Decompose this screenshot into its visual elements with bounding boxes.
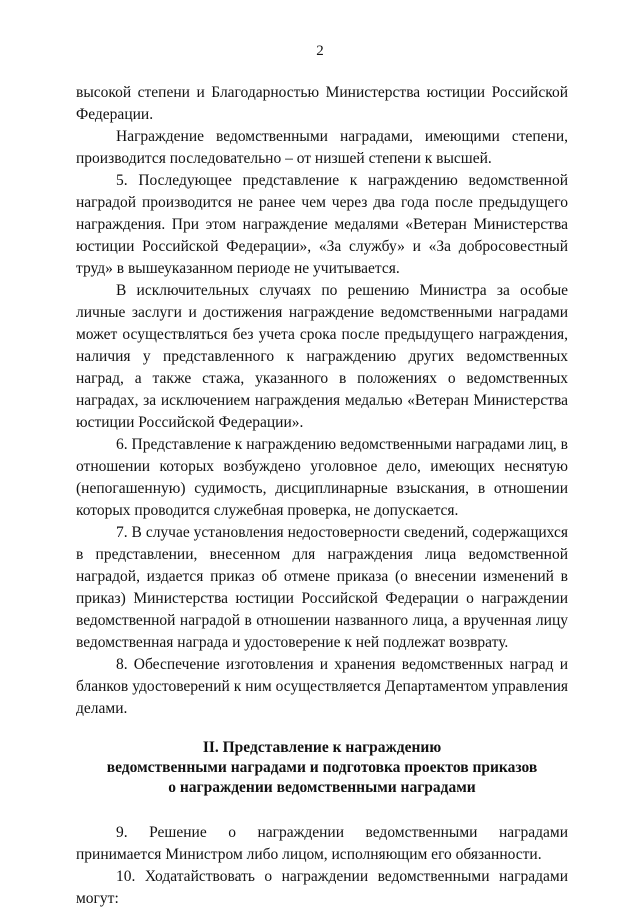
paragraph-item-7: 7. В случае установления недостоверности сведений, содержащихся в представлении, внесенном для награждения лица ведомственной наградой, издается приказ об отмене приказа (о внесении изменений в приказ) Министерства юстиции Российской Федерации о награждении ведомственной наградой в отношении названного лица, а врученная лицу ведомственная награда и удостоверение к ней подлежат возврату. [76, 524, 568, 651]
page-number: 2 [316, 43, 324, 59]
paragraph-item-9: 9. Решение о награждении ведомственными наградами принимается Министром либо лицом, исполняющим его обязанности. [76, 824, 568, 863]
document-body [76, 82, 568, 910]
section-heading-line: ведомственными наградами и подготовка проектов приказов [106, 759, 538, 776]
paragraph-item-8: 8. Обеспечение изготовления и хранения ведомственных наград и бланков удостоверений к ним осуществляется Департаментом управления делами. [76, 656, 568, 717]
paragraph: Награждение ведомственными наградами, имеющими степени, производится последовательно – от низшей степени к высшей. [76, 128, 568, 167]
section-heading [76, 738, 568, 798]
section-heading-line: о награждении ведомственными наградами [168, 779, 476, 796]
paragraph: В исключительных случаях по решению Министра за особые личные заслуги и достижения награждение ведомственными наградами может осуществляться без учета срока после предыдущего награждения, наличия у представленного к награждению других ведомственных наград, а также стажа, указанного в положениях о ведомственных наградах, за исключением награждения медалью «Ветеран Министерства юстиции Российской Федерации». [76, 282, 568, 431]
paragraph-item-6: 6. Представление к награждению ведомственными наградами лиц, в отношении которых возбуждено уголовное дело, имеющих неснятую (непогашенную) судимость, дисциплинарные взыскания, в отношении которых проводится служебная проверка, не допускается. [76, 436, 568, 519]
paragraph-item-5: 5. Последующее представление к награждению ведомственной наградой производится не ранее чем через два года после предыдущего награждения. При этом награждение медалями «Ветеран Министерства юстиции Российской Федерации», «За службу» и «За добросовестный труд» в вышеуказанном периоде не учитывается. [76, 172, 568, 277]
section-heading-line: II. Представление к награждению [202, 739, 442, 756]
paragraph-item-10: 10. Ходатайствовать о награждении ведомственными наградами могут: [76, 868, 568, 907]
paragraph: высокой степени и Благодарностью Министерства юстиции Российской Федерации. [76, 84, 568, 123]
